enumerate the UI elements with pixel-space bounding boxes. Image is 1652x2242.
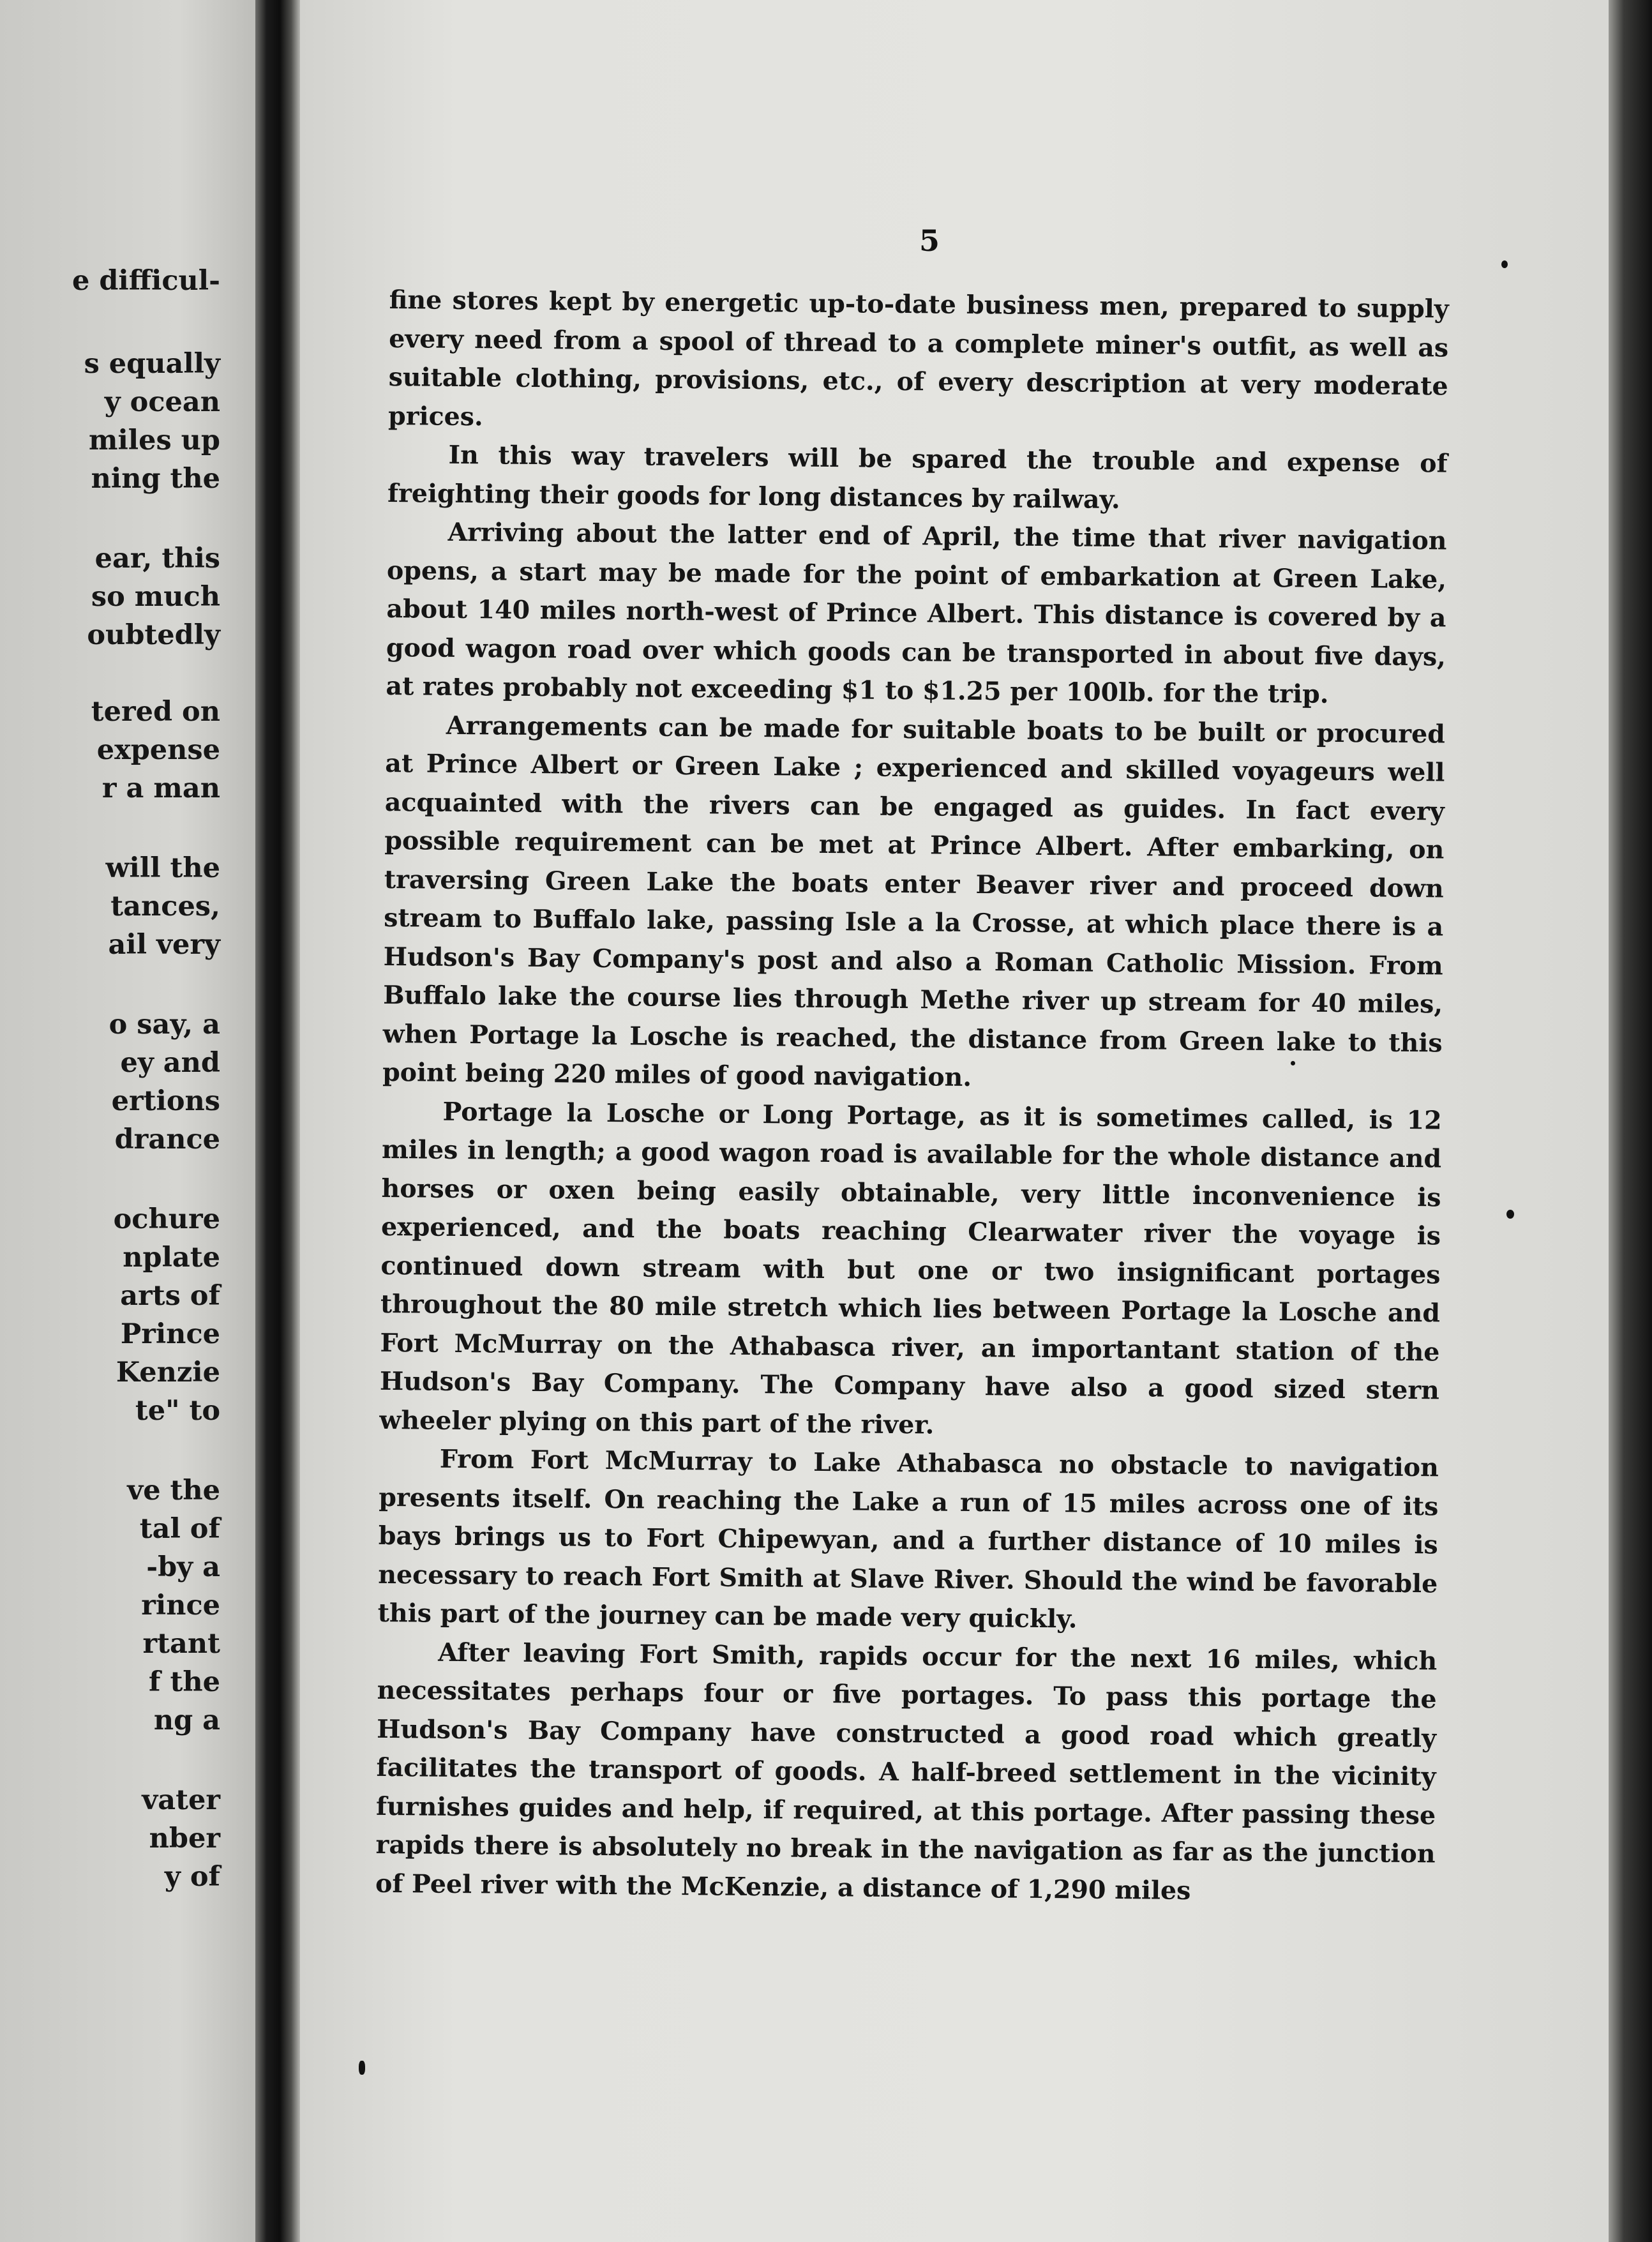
left-fragment: expense <box>96 734 220 766</box>
page-number: 5 <box>919 223 940 258</box>
left-fragment: e difficul- <box>72 265 220 297</box>
left-fragment: o say, a <box>109 1009 220 1041</box>
left-fragment: arts of <box>120 1280 220 1312</box>
print-speck <box>1291 1061 1295 1065</box>
print-speck <box>1506 1210 1514 1219</box>
left-fragment: ear, this <box>94 543 220 575</box>
left-page-edge <box>0 0 255 2242</box>
left-fragment: ochure <box>113 1203 220 1235</box>
left-fragment: ail very <box>108 929 220 961</box>
paragraph: Portage la Losche or Long Portage, as it is sometimes called, is 12 miles in length; a good wagon road is available for the whole distance and horses or oxen being easily obtainable, very little inconvenience is experienced, and the boats reaching Clearwater river the voyage is continued down stream with but one or two insignificant portages throughout the 80 mile stretch which lies between Portage la Losche and Fort McMurray on the Athabasca river, an importantant station of the Hudson's Bay Company. The Company have also a good sized stern wheeler plying on this part of the river. <box>379 1097 1442 1440</box>
left-fragment: tal of <box>139 1513 220 1545</box>
left-fragment: will the <box>105 852 220 884</box>
left-fragment: rince <box>141 1590 220 1621</box>
left-fragment: y ocean <box>104 386 220 418</box>
left-fragment: s equally <box>84 348 220 380</box>
left-fragment: te" to <box>135 1395 220 1427</box>
print-speck <box>359 2061 365 2075</box>
left-fragment: nplate <box>123 1242 220 1274</box>
left-fragment: tered on <box>91 696 220 728</box>
left-fragment: nber <box>149 1823 220 1855</box>
left-fragment: Prince <box>120 1318 220 1350</box>
left-fragment: r a man <box>101 772 220 804</box>
left-fragment: tances, <box>110 891 220 922</box>
book-gutter <box>255 0 300 2242</box>
paragraph: Arrangements can be made for suitable boats to be built or procured at Prince Albert or Green Lake ; experienced and skilled voyageurs well acquainted with the rivers can be engaged as guides. In fact every possible requirement can be met at Prince Albert. After embarking, on traversing Green Lake the boats enter Beaver river and proceed down stream to Buffalo lake, passing Isle a la Crosse, at which place there is a Hudson's Bay Company's post and also a Roman Catholic Mission. From Buffalo lake the course lies through Methe river up stream for 40 miles, when Portage la Losche is reached, the distance from Green lake to this point being 220 miles of good navigation. <box>382 711 1446 1093</box>
paragraph: From Fort McMurray to Lake Athabasca no obstacle to navigation presents itself. On reaching the Lake a run of 15 miles across one of its bays brings us to Fort Chipewyan, and a further distance of 10 miles is necessary to reach Fort Smith at Slave River. Should the wind be favorable this part of the journey can be made very quickly. <box>377 1444 1439 1634</box>
left-fragment: f the <box>149 1666 220 1698</box>
paragraph: Arriving about the latter end of April, the time that river navigation opens, a start may be made for the point of embarkation at Green Lake, about 140 miles north-west of Prince Albert. This distance is covered by a good wagon road over which goods can be transported in about five days, at rates probably not exceeding $1 to $1.25 per 100lb. for the trip. <box>386 517 1447 709</box>
left-fragment: y of <box>164 1861 220 1893</box>
left-fragment: ey and <box>120 1047 220 1079</box>
left-fragment: vater <box>142 1784 220 1816</box>
paragraph: After leaving Fort Smith, rapids occur for the next 16 miles, which necessitates perhaps four or five portages. To pass this portage the Hudson's Bay Company have constructed a good road which greatly facilitates the transport of goods. A half-breed settlement in the vicinity furnishes guides and help, if required, at this portage. After passing these rapids there is absolutely no break in the navigation as far as the junction of Peel river with the McKenzie, a distance of 1,290 miles <box>375 1637 1438 1906</box>
left-fragment: drance <box>114 1124 220 1155</box>
left-fragment: -by a <box>146 1551 220 1583</box>
paragraph: fine stores kept by energetic up-to-date business men, prepared to supply every need from a spool of thread to a complete miner's outfit, as well as suitable clothing, provisions, etc., of every description at very moderate prices. <box>387 285 1449 432</box>
body-text <box>375 281 1449 1912</box>
print-speck <box>1501 260 1508 268</box>
left-fragment: ng a <box>153 1704 220 1736</box>
left-fragment: miles up <box>88 425 220 456</box>
paragraph: In this way travelers will be spared the trouble and expense of freighting their goods for long distances by railway. <box>387 440 1448 515</box>
left-fragment: oubtedly <box>87 619 220 651</box>
left-fragment: ertions <box>111 1085 220 1117</box>
left-fragment: ning the <box>91 463 220 495</box>
left-fragment: Kenzie <box>116 1357 220 1388</box>
left-fragment: rtant <box>142 1628 220 1660</box>
right-page-edge <box>1609 0 1652 2242</box>
left-fragment: so much <box>91 581 220 613</box>
left-fragment: ve the <box>127 1475 220 1507</box>
